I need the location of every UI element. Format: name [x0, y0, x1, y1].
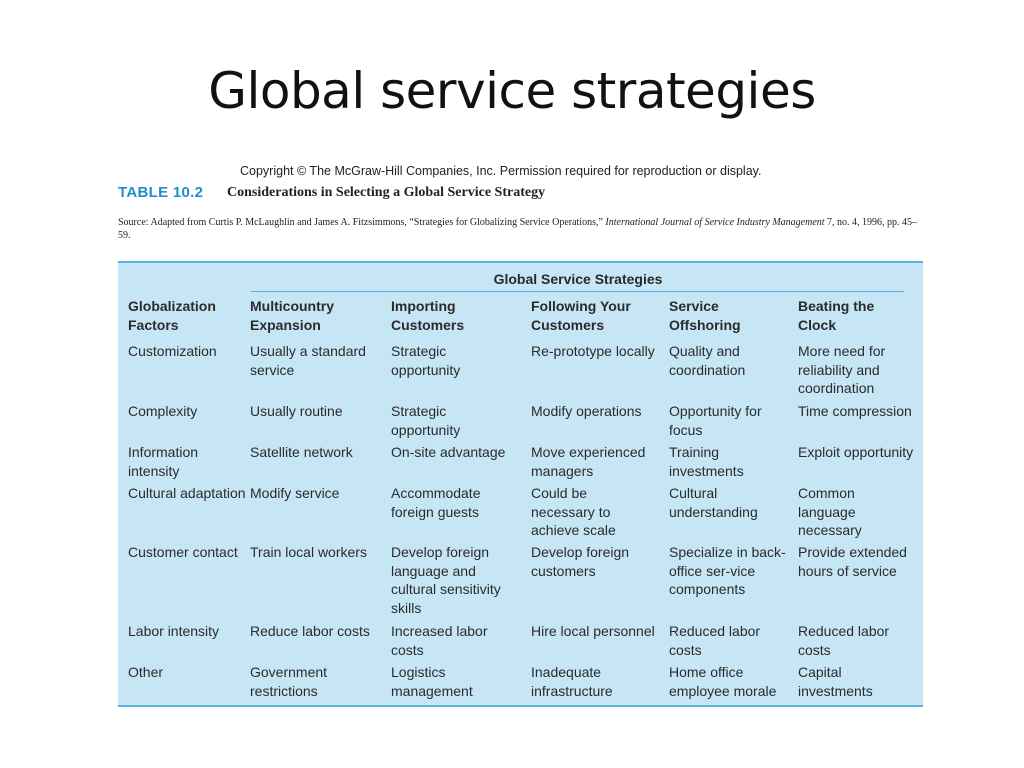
- table-cell: Specialize in back-office ser-vice components: [669, 544, 786, 597]
- table-cell: Inadequate infrastructure: [531, 664, 613, 699]
- table-cell: Modify operations: [531, 403, 642, 419]
- source-prefix: Source: Adapted from Curtis P. McLaughlin and James A. Fitzsimmons, “Strategies for Globalizing Service Operations,”: [118, 217, 606, 228]
- table-cell: Home office employee morale: [669, 664, 777, 699]
- table-cell: Information intensity: [128, 444, 199, 479]
- table-cell: Exploit opportunity: [798, 444, 914, 460]
- table-cell: Customer contact: [128, 544, 238, 560]
- table-cell: Hire local personnel: [531, 623, 655, 639]
- table-cell: Strategic opportunity: [391, 403, 461, 438]
- column-header: Multicountry Expansion: [250, 298, 334, 333]
- table-cell: Common language necessary: [798, 485, 862, 538]
- column-header: Service Offshoring: [669, 298, 741, 333]
- table-cell: More need for reliability and coordination: [798, 343, 886, 396]
- table-cell: Develop foreign customers: [531, 544, 630, 579]
- table-cell: Labor intensity: [128, 623, 220, 639]
- column-header: Following Your Customers: [531, 298, 631, 333]
- source-suffix: 7, no. 4, 1996, pp. 45–59.: [118, 217, 918, 241]
- table-cell: Opportunity for focus: [669, 403, 762, 438]
- copyright-notice: Copyright © The McGraw-Hill Companies, Inc. Permission required for reproduction or display.: [240, 164, 762, 178]
- table-cell: Increased labor costs: [391, 623, 488, 658]
- table-cell: Could be necessary to achieve scale: [531, 485, 616, 538]
- table-number: TABLE 10.2: [118, 184, 204, 201]
- table-cell: Quality and coordination: [669, 343, 746, 378]
- table-cell: On-site advantage: [391, 444, 506, 460]
- table-cell: Time compression: [798, 403, 912, 419]
- table-cell: Usually routine: [250, 403, 343, 419]
- table-cell: Modify service: [250, 485, 340, 501]
- column-header: Globalization Factors: [128, 298, 216, 333]
- table-cell: Accommodate foreign guests: [391, 485, 481, 520]
- table-cell: Cultural understanding: [669, 485, 758, 520]
- table-cell: Customization: [128, 343, 217, 359]
- source-note: [118, 216, 918, 242]
- strategy-table: [118, 261, 923, 707]
- table-cell: Reduced labor costs: [669, 623, 761, 658]
- column-header: Importing Customers: [391, 298, 465, 333]
- table-cell: Satellite network: [250, 444, 353, 460]
- table-cell: Complexity: [128, 403, 198, 419]
- table-cell: Move experienced managers: [531, 444, 646, 479]
- table-cell: Provide extended hours of service: [798, 544, 907, 579]
- table-cell: Other: [128, 664, 164, 680]
- table-cell: Re-prototype locally: [531, 343, 655, 359]
- table-cell: Strategic opportunity: [391, 343, 461, 378]
- table-cell: Reduced labor costs: [798, 623, 890, 658]
- slide-title: Global service strategies: [208, 62, 816, 120]
- column-header: Beating the Clock: [798, 298, 875, 333]
- table-cell: Logistics management: [391, 664, 473, 699]
- source-journal: International Journal of Service Industry Management: [605, 217, 825, 228]
- table-cell: Government restrictions: [250, 664, 328, 699]
- table-cell: Usually a standard service: [250, 343, 366, 378]
- table-cell: Cultural adaptation: [128, 485, 246, 501]
- table-group-header: Global Service Strategies: [493, 271, 663, 287]
- table-cell: Training investments: [669, 444, 744, 479]
- table-cell: Reduce labor costs: [250, 623, 370, 639]
- table-caption: Considerations in Selecting a Global Service Strategy: [227, 185, 546, 200]
- table-cell: Develop foreign language and cultural sensitivity skills: [391, 544, 501, 616]
- table-group-divider: [251, 291, 904, 292]
- table-cell: Train local workers: [250, 544, 367, 560]
- table-cell: Capital investments: [798, 664, 873, 699]
